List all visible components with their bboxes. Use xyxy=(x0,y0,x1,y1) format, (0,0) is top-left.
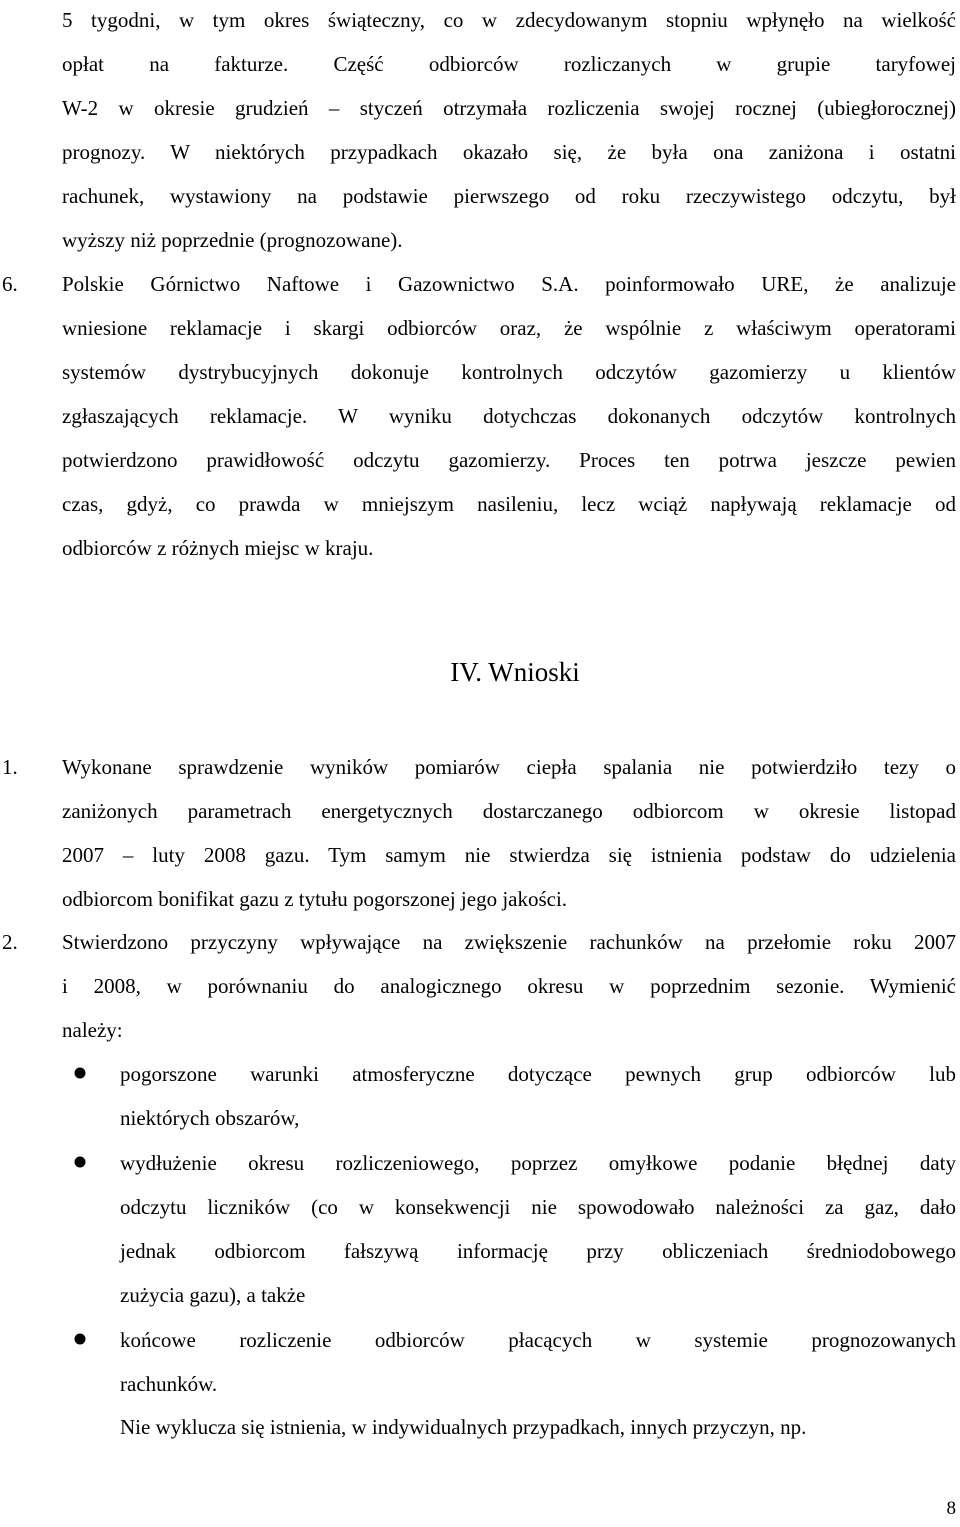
section-heading: IV. Wnioski xyxy=(450,657,580,687)
text-line: 2007 – luty 2008 gazu. Tym samym nie stwierdza się istnienia podstaw do udzielenia xyxy=(62,843,956,867)
list-number: 2. xyxy=(2,930,18,954)
paragraph-section-6 xyxy=(62,262,956,570)
bullet-item xyxy=(120,1052,956,1140)
text-line: W-2 w okresie grudzień – styczeń otrzymała rozliczenia swojej rocznej (ubiegłorocznej) xyxy=(62,96,956,120)
text-line: Stwierdzono przyczyny wpływające na zwiększenie rachunków na przełomie roku 2007 xyxy=(62,930,956,954)
text-line: opłat na fakturze. Część odbiorców rozliczanych w grupie taryfowej xyxy=(62,52,956,76)
text-line: systemów dystrybucyjnych dokonuje kontrolnych odczytów gazomierzy u klientów xyxy=(62,360,956,384)
list-number: 6. xyxy=(2,272,18,296)
text-line: prognozy. W niektórych przypadkach okazało się, że była ona zaniżona i ostatni xyxy=(62,140,956,164)
bullet-icon xyxy=(73,1066,87,1080)
text-line: Nie wyklucza się istnienia, w indywidualnych przypadkach, innych przyczyn, np. xyxy=(120,1415,807,1439)
bullet-icon xyxy=(73,1155,87,1169)
text-line: należy: xyxy=(62,1018,123,1042)
paragraph-conclusion-2 xyxy=(62,920,956,1052)
text-line: zaniżonych parametrach energetycznych dostarczanego odbiorcom w okresie listopad xyxy=(62,799,956,823)
text-line: Polskie Górnictwo Naftowe i Gazownictwo S.A. poinformowało URE, że analizuje xyxy=(62,272,956,296)
text-line: odbiorcom bonifikat gazu z tytułu pogorszonej jego jakości. xyxy=(62,887,568,911)
page-number: 8 xyxy=(946,1498,956,1519)
bullet-icon xyxy=(73,1332,87,1346)
bullet-item xyxy=(120,1318,956,1406)
text-line: pogorszone warunki atmosferyczne dotyczące pewnych grup odbiorców lub xyxy=(120,1062,956,1086)
paragraph-section-5 xyxy=(62,0,956,262)
paragraph-conclusion-1 xyxy=(62,745,956,921)
list-number: 1. xyxy=(2,755,18,779)
text-line: odbiorców z różnych miejsc w kraju. xyxy=(62,536,374,560)
text-line: wydłużenie okresu rozliczeniowego, poprzez omyłkowe podanie błędnej daty xyxy=(120,1151,956,1175)
text-line: potwierdzono prawidłowość odczytu gazomierzy. Proces ten potrwa jeszcze pewien xyxy=(62,448,956,472)
bullet-item xyxy=(120,1141,956,1317)
text-line: rachunek, wystawiony na podstawie pierwszego od roku rzeczywistego odczytu, był xyxy=(62,184,956,208)
text-line: wniesione reklamacje i skargi odbiorców oraz, że wspólnie z właściwym operatorami xyxy=(62,316,956,340)
text-line: zgłaszających reklamacje. W wyniku dotychczas dokonanych odczytów kontrolnych xyxy=(62,404,956,428)
text-line: Wykonane sprawdzenie wyników pomiarów ciepła spalania nie potwierdziło tezy o xyxy=(62,755,956,779)
text-line: 5 tygodni, w tym okres świąteczny, co w zdecydowanym stopniu wpłynęło na wielkość xyxy=(62,8,956,32)
text-line: czas, gdyż, co prawda w mniejszym nasileniu, lecz wciąż napływają reklamacje od xyxy=(62,492,956,516)
paragraph-trailing xyxy=(120,1405,956,1449)
text-line: odczytu liczników (co w konsekwencji nie spowodowało należności za gaz, dało xyxy=(120,1195,956,1219)
text-line: końcowe rozliczenie odbiorców płacących w systemie prognozowanych xyxy=(120,1328,956,1352)
text-line: niektórych obszarów, xyxy=(120,1106,300,1130)
text-line: jednak odbiorcom fałszywą informację przy obliczeniach średniodobowego xyxy=(120,1239,956,1263)
text-line: zużycia gazu), a także xyxy=(120,1283,306,1307)
text-line: rachunków. xyxy=(120,1372,218,1396)
text-line: wyższy niż poprzednie (prognozowane). xyxy=(62,228,403,252)
text-line: i 2008, w porównaniu do analogicznego okresu w poprzednim sezonie. Wymienić xyxy=(62,974,956,998)
